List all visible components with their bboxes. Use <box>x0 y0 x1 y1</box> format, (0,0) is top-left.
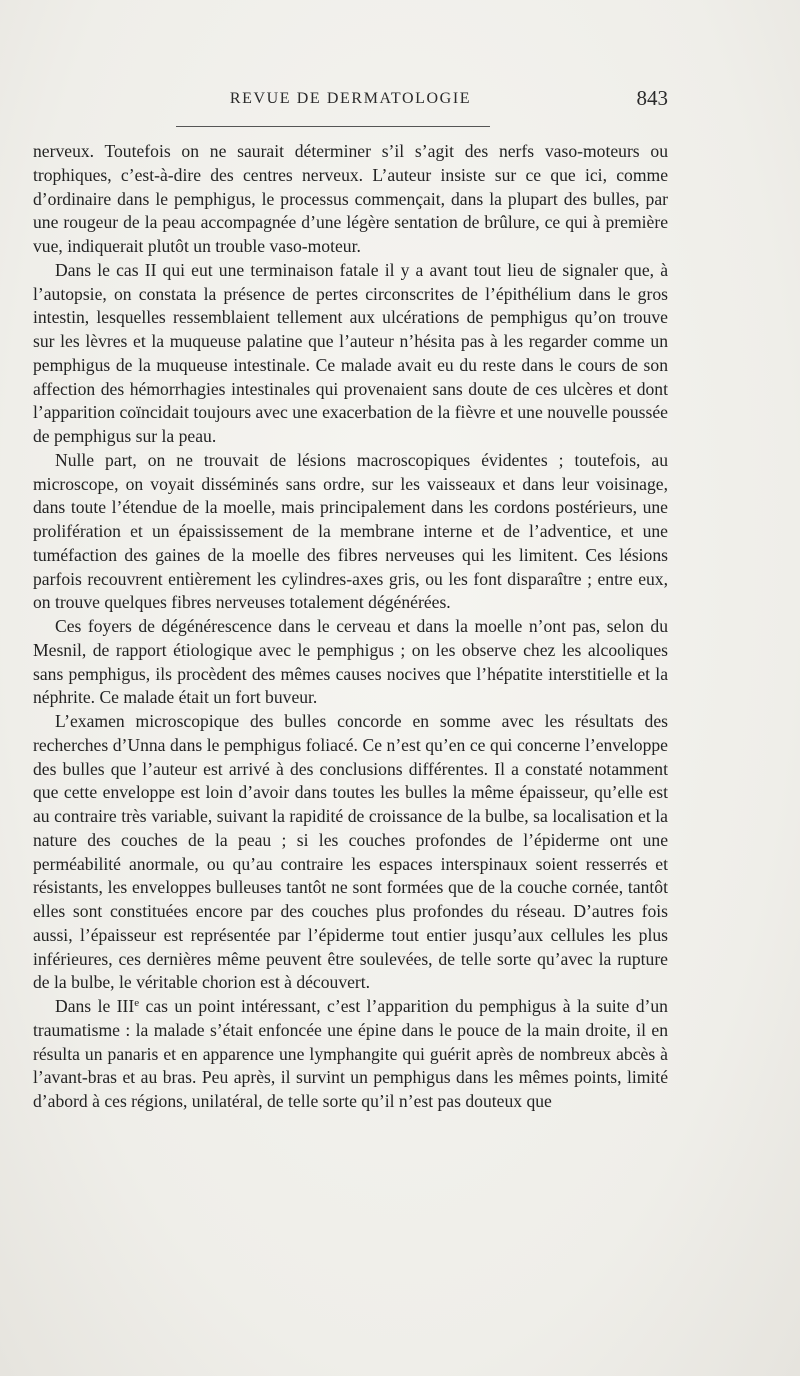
page-number: 843 <box>636 86 668 110</box>
paragraph-last <box>33 995 668 1114</box>
paragraph: Ces foyers de dégénérescence dans le cerveau et dans la moelle n’ont pas, selon du Mesnil, de rapport étiologique avec le pemphigus ; on les observe chez les alcooliques sans pemphigus, ils procèdent des mêmes causes nocives que l’hépatite interstitielle et la néphrite. Ce malade était un fort buveur. <box>33 616 668 708</box>
body-text <box>33 140 668 1114</box>
header-rule <box>176 126 490 127</box>
running-title: REVUE DE DERMATOLOGIE <box>229 90 472 107</box>
paragraph-text: Dans le III <box>55 996 135 1016</box>
paragraph: Nulle part, on ne trouvait de lésions macroscopiques évidentes ; toutefois, au microscope, on voyait disséminés sans ordre, sur les vaisseaux et dans leur voisinage, dans toute l’étendue de la moelle, mais principalement dans les cordons postérieurs, une prolifération et un épaississement de la membrane interne et de l’adventice, et une tuméfaction des gaines de la moelle des fibres nerveuses qui les limitent. Ces lésions parfois recouvrent entièrement les cylindres-axes gris, ou les font disparaître ; entre eux, on trouve quelques fibres nerveuses totalement dégénérées. <box>33 449 668 613</box>
paragraph: L’examen microscopique des bulles concorde en somme avec les résultats des recherches d’Unna dans le pemphigus foliacé. Ce n’est qu’en ce qui concerne l’enveloppe des bulles que l’auteur est arrivé à des conclusions différentes. Il a constaté notamment que cette enveloppe est loin d’avoir dans toutes les bulles la même épaisseur, qu’elle est au contraire très variable, suivant la rapidité de croissance de la bulbe, sa localisation et la nature des couches de la peau ; si les couches profondes de l’épiderme ont une perméabilité anormale, ou qu’au contraire les espaces interspinaux soient resserrés et résistants, les enveloppes bulleuses tantôt ne sont formées que de la couche cornée, tantôt elles sont constituées encore par des couches plus profondes du réseau. D’autres fois aussi, l’épaisseur est représentée par l’épiderme tout entier jusqu’aux cellules les plus inférieures, ces dernières même peuvent être soulevées, de telle sorte qu’avec la rupture de la bulbe, le véritable chorion est à découvert. <box>33 711 668 993</box>
page-header <box>33 86 668 114</box>
superscript: e <box>134 997 140 1009</box>
paragraph: nerveux. Toutefois on ne saurait déterminer s’il s’agit des nerfs vaso-moteurs ou trophiques, c’est-à-dire des centres nerveux. L’auteur insiste sur ce que ici, comme d’ordinaire dans le pemphigus, le processus commençait, dans la plupart des bulles, par une rougeur de la peau accompagnée d’une légère sentation de brûlure, ce qui à première vue, indiquerait plutôt un trouble vaso-moteur. <box>33 141 668 256</box>
paragraph: Dans le cas II qui eut une terminaison fatale il y a avant tout lieu de signaler que, à l’autopsie, on constata la présence de pertes circonscrites de l’épithélium dans le gros intestin, lesquelles ressemblaient tellement aux ulcérations de pemphigus qu’on trouve sur les lèvres et la muqueuse palatine que l’auteur n’hésita pas à les regarder comme un pemphigus de la muqueuse intestinale. Ce malade avait eu du reste dans le cours de son affection des hémorrhagies intestinales qui provenaient sans doute de ces ulcères et dont l’apparition coïncidait toujours avec une exacerbation de la fièvre et une nouvelle poussée de pemphigus sur la peau. <box>33 259 668 446</box>
paragraph-text: cas un point intéressant, c’est l’apparition du pemphigus à la suite d’un traumatisme : la malade s’était enfoncée une épine dans le pouce de la main droite, il en résulta un panaris et en apparence une lymphangite qui guérit après de nombreux abcès à l’avant-bras et au bras. Peu après, il survint un pemphigus dans les mêmes points, limité d’abord à ces régions, unilatéral, de telle sorte qu’il n’est pas douteux que <box>33 996 668 1111</box>
